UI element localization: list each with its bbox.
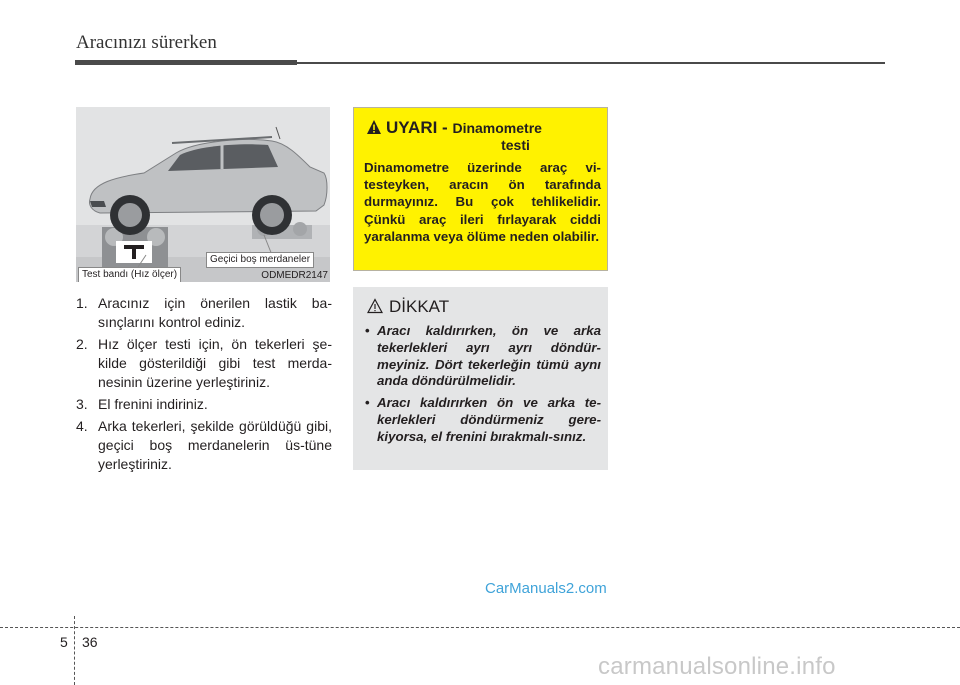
caution-title [367, 297, 449, 317]
watermark-carmanualsonline[interactable]: carmanualsonline.info [598, 653, 836, 680]
figure-code: ODMEDR2147 [261, 270, 328, 281]
step-number: 1. [76, 295, 88, 311]
step-number: 3. [76, 396, 88, 412]
step-text: El frenini indiriniz. [98, 396, 208, 412]
step-item [76, 335, 332, 392]
antenna [276, 127, 280, 139]
caution-list [363, 323, 601, 451]
rear-roller-2 [293, 222, 307, 236]
page-number: 36 [82, 634, 98, 650]
caution-label: DİKKAT [389, 297, 450, 316]
warning-label: UYARI - [386, 118, 453, 137]
caution-item: • Aracı kaldırırken, ön ve arka tekerlekleri ayrı ayrı döndür-meyiniz. Dört tekerleğin tümü aynı anda döndürülmelidir. [363, 323, 601, 390]
warning-box [353, 107, 608, 271]
caution-item: • Aracı kaldırırken ön ve arka te-kerlekleri döndürmeniz gere-kiyorsa, el frenini bırakmalı-sınız. [363, 395, 601, 445]
warning-triangle-icon [366, 119, 382, 135]
dynamometer-figure [76, 107, 330, 282]
step-text: Aracınız için önerilen lastik ba-sınçlarını kontrol ediniz. [98, 295, 332, 330]
header-rule [75, 60, 885, 65]
label-dynamometer: Test bandı (Hız ölçer) [78, 267, 181, 282]
caution-box [353, 287, 608, 470]
step-item [76, 395, 332, 414]
step-text: Arka tekerleri, şekilde görüldüğü gibi, geçici boş merdanelerin üs-tüne yerleştiriniz. [98, 418, 332, 472]
caution-triangle-icon [367, 298, 383, 314]
label-temporary-rollers: Geçici boş merdaneler [206, 252, 314, 268]
header-title: Aracınızı sürerken [76, 32, 217, 53]
warning-title [366, 118, 602, 138]
step-item [76, 417, 332, 474]
header-rule-thick [75, 60, 297, 65]
warning-subtitle: testi [501, 137, 530, 153]
watermark-carmanuals2[interactable]: CarManuals2.com [485, 580, 607, 597]
warning-title-rest: Dinamometre [452, 120, 542, 136]
step-number: 4. [76, 418, 88, 434]
step-text: Hız ölçer testi için, ön tekerleri şe-kilde gösterildiği gibi test merda-nesinin üzerine yerleştiriniz. [98, 336, 332, 390]
footer-divider [74, 616, 75, 685]
warning-text: Dinamometre üzerinde araç vi-testeyken, aracın ön tarafında durmayınız. Bu çok tehlikelidir. Çünkü araç ileri fırlayarak ciddi yaralanma veya ölüme neden olabilir. [364, 160, 601, 244]
header-rule-thin [297, 62, 885, 64]
step-number: 2. [76, 336, 88, 352]
front-grille [90, 201, 106, 207]
step-item [76, 294, 332, 332]
chapter-number: 5 [60, 634, 68, 650]
footer-rule [0, 627, 960, 628]
procedure-steps [76, 294, 332, 477]
rear-rim [260, 203, 284, 227]
front-rim [118, 203, 142, 227]
